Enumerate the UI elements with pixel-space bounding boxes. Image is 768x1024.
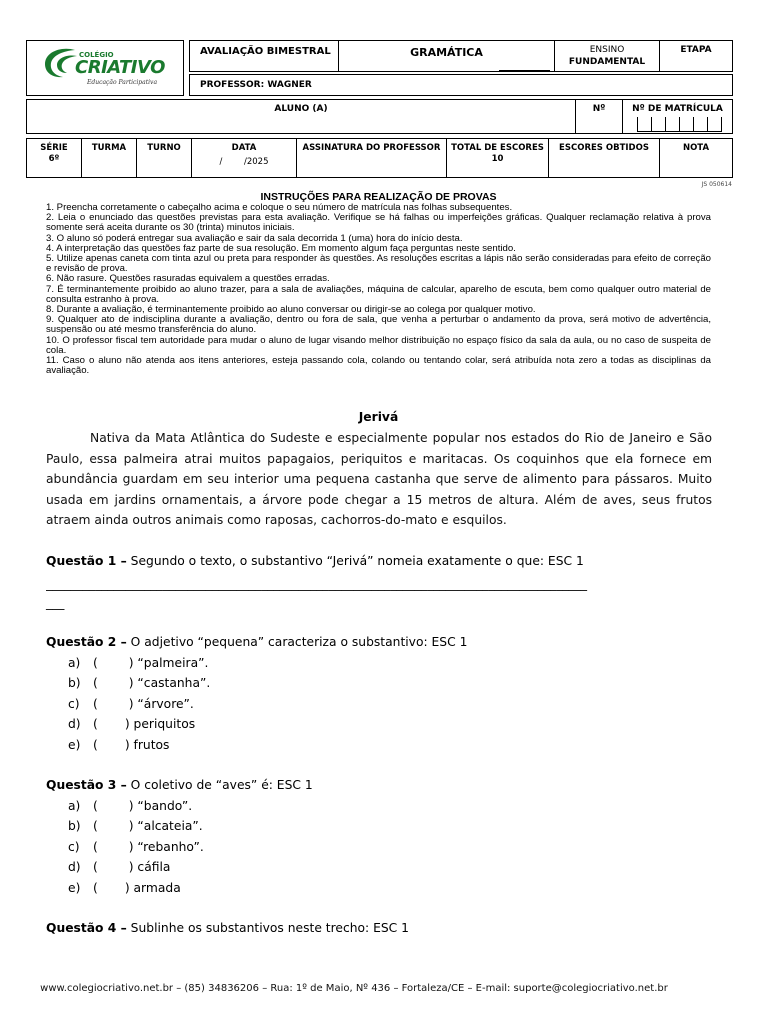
question-1 [46, 551, 716, 614]
registration-cell[interactable] [623, 100, 732, 133]
logo-top-text: COLÉGIO [79, 51, 114, 59]
instruction-item: 4. A interpretação das questões faz parte de sua resolução. Em momento algum faça perguntas neste sentido. [46, 242, 516, 254]
text-paragraph: Nativa da Mata Atlântica do Sudeste e especialmente popular nos estados do Rio de Janeiro e São Paulo, essa palmeira atrai muitos papagaios, periquitos e maritacas. Os coquinhos que ela fornece em abundância guardam em seu interior uma pequena castanha que serve de alimento para pássaros. Muito usada em jardins ornamentais, a árvore pode chegar a 15 metros de altura. Além de aves, seus frutos atraem ainda outros animais como raposas, cachorros-do-mato e esquilos. [46, 431, 712, 528]
instruction-item: 2. Leia o enunciado das questões previstas para esta avaliação. Verifique se há falhas ou imperfeições gráficas. Qualquer reclamação relativa à prova somente será aceita durante os 30 (trinta) minutos iniciais. [46, 212, 711, 234]
exam-title: AVALIAÇÃO BIMESTRAL [200, 46, 331, 57]
header-row-1 [189, 40, 733, 72]
page-footer: www.colegiocriativo.net.br – (85) 34836206 – Rua: 1º de Maio, Nº 436 – Fortaleza/CE – E-mail: suporte@colegiocriativo.net.br [40, 983, 668, 994]
stage-cell [660, 41, 732, 71]
instructions-title: INSTRUÇÕES PARA REALIZAÇÃO DE PROVAS [260, 191, 497, 203]
exam-cell [190, 41, 339, 71]
option-a[interactable]: a) ( ) “palmeira”. [68, 656, 209, 670]
total-cell [447, 139, 549, 177]
question-1-text: Segundo o texto, o substantivo “Jerivá” nomeia exatamente o que: ESC 1 [126, 554, 584, 568]
number-label: Nº [592, 104, 606, 114]
option-e[interactable]: e) ( ) frutos [68, 737, 170, 752]
option-b[interactable]: b) ( ) “castanha”. [68, 676, 211, 691]
logo-sub-text: Educação Participativa [87, 79, 158, 86]
serie-cell [27, 139, 82, 177]
turma-label: TURMA [91, 143, 127, 153]
registration-label: Nº DE MATRÍCULA [632, 104, 723, 114]
grade-cell [660, 139, 732, 177]
total-value: 10 [491, 154, 504, 164]
question-1-answer-line[interactable]: ________________________________________________________________________________________ [46, 576, 588, 591]
signature-label: ASSINATURA DO PROFESSOR [302, 143, 441, 153]
instruction-item: 5. Utilize apenas caneta com tinta azul ou preta para responder às questões. As resoluções escritas a lápis não serão consideradas para efeito de correção e revisão de prova. [46, 253, 711, 275]
student-name-cell [27, 100, 576, 133]
details-row [26, 138, 733, 178]
level-line-1: ENSINO [589, 45, 625, 55]
question-1-answer-line-2[interactable]: ___ [46, 596, 65, 610]
signature-cell [297, 139, 447, 177]
question-4-text: Sublinhe os substantivos neste trecho: ESC 1 [126, 921, 409, 935]
number-cell [576, 100, 623, 133]
text-title: Jerivá [358, 410, 399, 424]
question-2-options [68, 653, 468, 755]
grade-label: NOTA [682, 143, 710, 153]
question-3-options [68, 796, 468, 898]
option-d[interactable]: d) ( ) periquitos [68, 717, 196, 732]
instruction-item: 3. O aluno só poderá entregar sua avaliação e sair da sala decorrida 1 (uma) hora do início desta. [46, 232, 463, 244]
student-row [26, 99, 733, 134]
option-a[interactable]: a) ( ) “bando”. [68, 799, 193, 813]
registration-digit-boxes[interactable] [637, 117, 722, 132]
question-3-label: Questão 3 – [46, 778, 127, 792]
instruction-item: 6. Não rasure. Questões rasuradas equivalem a questões erradas. [46, 273, 330, 285]
teacher-label: PROFESSOR: WAGNER [200, 80, 312, 90]
option-e[interactable]: e) ( ) armada [68, 880, 181, 895]
subject-cell [339, 41, 555, 71]
instruction-item: 11. Caso o aluno não atenda aos itens anteriores, esteja passando cola, colando ou tentando colar, será atribuída nota zero a todas as disciplinas da avaliação. [46, 355, 711, 377]
stage-label: ETAPA [680, 45, 712, 55]
subject-title: GRAMÁTICA [410, 46, 483, 59]
question-2-label: Questão 2 – [46, 635, 127, 649]
option-b[interactable]: b) ( ) “alcateia”. [68, 819, 203, 834]
student-name-label: ALUNO (A) [274, 104, 328, 114]
question-2-text: O adjetivo “pequena” caracteriza o substantivo: ESC 1 [126, 635, 468, 649]
option-c[interactable]: c) ( ) “árvore”. [68, 696, 194, 711]
obtained-cell [549, 139, 660, 177]
date-cell [192, 139, 297, 177]
school-logo-icon [41, 46, 79, 80]
teacher-row [189, 74, 733, 96]
turma-cell [82, 139, 137, 177]
level-cell [555, 41, 660, 71]
instructions-list [46, 203, 711, 376]
turno-cell [137, 139, 192, 177]
instruction-item: 1. Preencha corretamente o cabeçalho acima e coloque o seu número de matrícula nas folhas subsequentes. [46, 202, 513, 213]
level-line-2: FUNDAMENTAL [568, 57, 646, 67]
question-1-label: Questão 1 – [46, 554, 127, 568]
option-c[interactable]: c) ( ) “rebanho”. [68, 839, 204, 854]
question-3 [46, 775, 716, 796]
logo-box [26, 40, 184, 96]
question-4-label: Questão 4 – [46, 921, 127, 935]
question-4 [46, 918, 716, 939]
question-2 [46, 632, 716, 653]
date-value: / /2025 [219, 157, 269, 167]
subject-underline [499, 70, 550, 71]
instruction-item: 10. O professor fiscal tem autoridade para mudar o aluno de lugar visando melhor distribuição no espaço físico da sala da aula, ou no caso de suspeita de cola. [46, 334, 711, 356]
form-code: JS 050614 [701, 181, 732, 188]
serie-value: 6º [48, 154, 60, 164]
date-label: DATA [231, 143, 257, 153]
logo-main-text: CRIATIVO [75, 57, 165, 78]
total-label: TOTAL DE ESCORES [451, 143, 544, 153]
turno-label: TURNO [147, 143, 181, 153]
obtained-label: ESCORES OBTIDOS [559, 143, 649, 153]
instruction-item: 8. Durante a avaliação, é terminantemente proibido ao aluno conversar ou dirigir-se ao colega por qualquer motivo. [46, 304, 536, 316]
instruction-item: 7. É terminantemente proibido ao aluno trazer, para a sala de avaliações, máquina de calcular, aparelho de escuta, bem como qualquer outro material de consulta estranho à prova. [46, 283, 711, 305]
option-d[interactable]: d) ( ) cáfila [68, 860, 171, 875]
question-3-text: O coletivo de “aves” é: ESC 1 [126, 778, 313, 792]
serie-label: SÉRIE [40, 143, 68, 153]
instruction-item: 9. Qualquer ato de indisciplina durante a avaliação, dentro ou fora de sala, que venha a perturbar o andamento da prova, será motivo de advertência, suspensão ou até mesmo transferência do aluno. [46, 314, 711, 336]
